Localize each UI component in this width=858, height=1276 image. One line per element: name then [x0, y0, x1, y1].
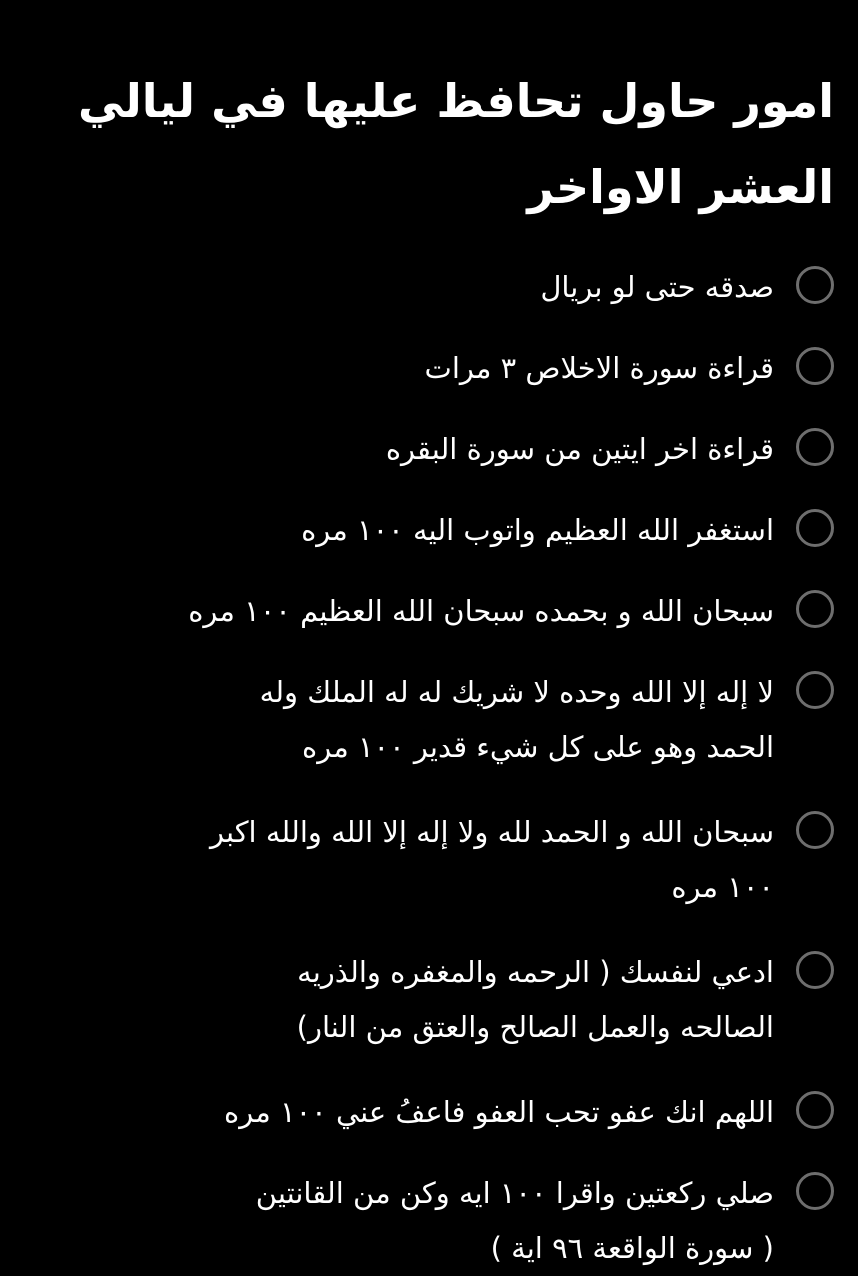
checklist-item-sadaqa[interactable] — [16, 260, 834, 315]
checklist-item-line: ( سورة الواقعة ٩٦ اية ) — [490, 1231, 774, 1265]
checklist-item-rakatayn[interactable] — [16, 1166, 834, 1276]
checklist-item-line: استغفر الله العظيم واتوب اليه ١٠٠ مره — [301, 513, 774, 547]
checklist-item-line: اللهم انك عفو تحب العفو فاعفُ عني ١٠٠ مره — [224, 1095, 774, 1129]
checklist-item-text — [16, 341, 774, 396]
checklist-item-line: لا إله إلا الله وحده لا شريك له له الملك وله — [259, 675, 774, 709]
checklist-item-text — [16, 422, 774, 477]
checklist-item-line: الحمد وهو على كل شيء قدير ١٠٠ مره — [302, 730, 774, 764]
checklist-item-line: قراءة سورة الاخلاص ٣ مرات — [424, 351, 774, 385]
page-title — [16, 58, 834, 230]
checklist-item-text — [16, 260, 774, 315]
title-line-2: العشر الاواخر — [527, 160, 834, 214]
checklist-item-line: قراءة اخر ايتين من سورة البقره — [385, 432, 774, 466]
checklist-item-text — [16, 1166, 774, 1276]
checkbox-circle-icon[interactable] — [796, 509, 834, 547]
checklist — [16, 260, 834, 1276]
checklist-item-line: سبحان الله و الحمد لله ولا إله إلا الله والله اكبر — [210, 815, 774, 849]
checklist-item-afw[interactable] — [16, 1085, 834, 1140]
checkbox-circle-icon[interactable] — [796, 1172, 834, 1210]
checklist-item-text — [16, 584, 774, 639]
checklist-item-text — [16, 945, 774, 1055]
checkbox-circle-icon[interactable] — [796, 266, 834, 304]
checkbox-circle-icon[interactable] — [796, 428, 834, 466]
checklist-item-line: سبحان الله و بحمده سبحان الله العظيم ١٠٠ مره — [188, 594, 774, 628]
title-line-1: امور حاول تحافظ عليها في ليالي — [77, 74, 834, 128]
checklist-item-baqiyat[interactable] — [16, 805, 834, 915]
checklist-item-line: ١٠٠ مره — [671, 870, 774, 904]
checklist-item-istighfar[interactable] — [16, 503, 834, 558]
checklist-item-text — [16, 665, 774, 775]
checklist-item-text — [16, 1085, 774, 1140]
checkbox-circle-icon[interactable] — [796, 811, 834, 849]
checkbox-circle-icon[interactable] — [796, 951, 834, 989]
checkbox-circle-icon[interactable] — [796, 1091, 834, 1129]
checklist-item-line: الصالحه والعمل الصالح والعتق من النار) — [296, 1010, 774, 1044]
checkbox-circle-icon[interactable] — [796, 590, 834, 628]
checkbox-circle-icon[interactable] — [796, 671, 834, 709]
checkbox-circle-icon[interactable] — [796, 347, 834, 385]
checklist-item-tasbih[interactable] — [16, 584, 834, 639]
checklist-item-text — [16, 503, 774, 558]
checklist-item-tahlil[interactable] — [16, 665, 834, 775]
checklist-item-line: ادعي لنفسك ( الرحمه والمغفره والذريه — [297, 955, 774, 989]
checklist-item-line: صلي ركعتين واقرا ١٠٠ ايه وكن من القانتين — [255, 1176, 774, 1210]
checklist-item-ikhlas[interactable] — [16, 341, 834, 396]
checklist-item-dua[interactable] — [16, 945, 834, 1055]
checklist-item-text — [16, 805, 774, 915]
checklist-item-line: صدقه حتى لو بريال — [540, 270, 774, 304]
checklist-item-baqara[interactable] — [16, 422, 834, 477]
